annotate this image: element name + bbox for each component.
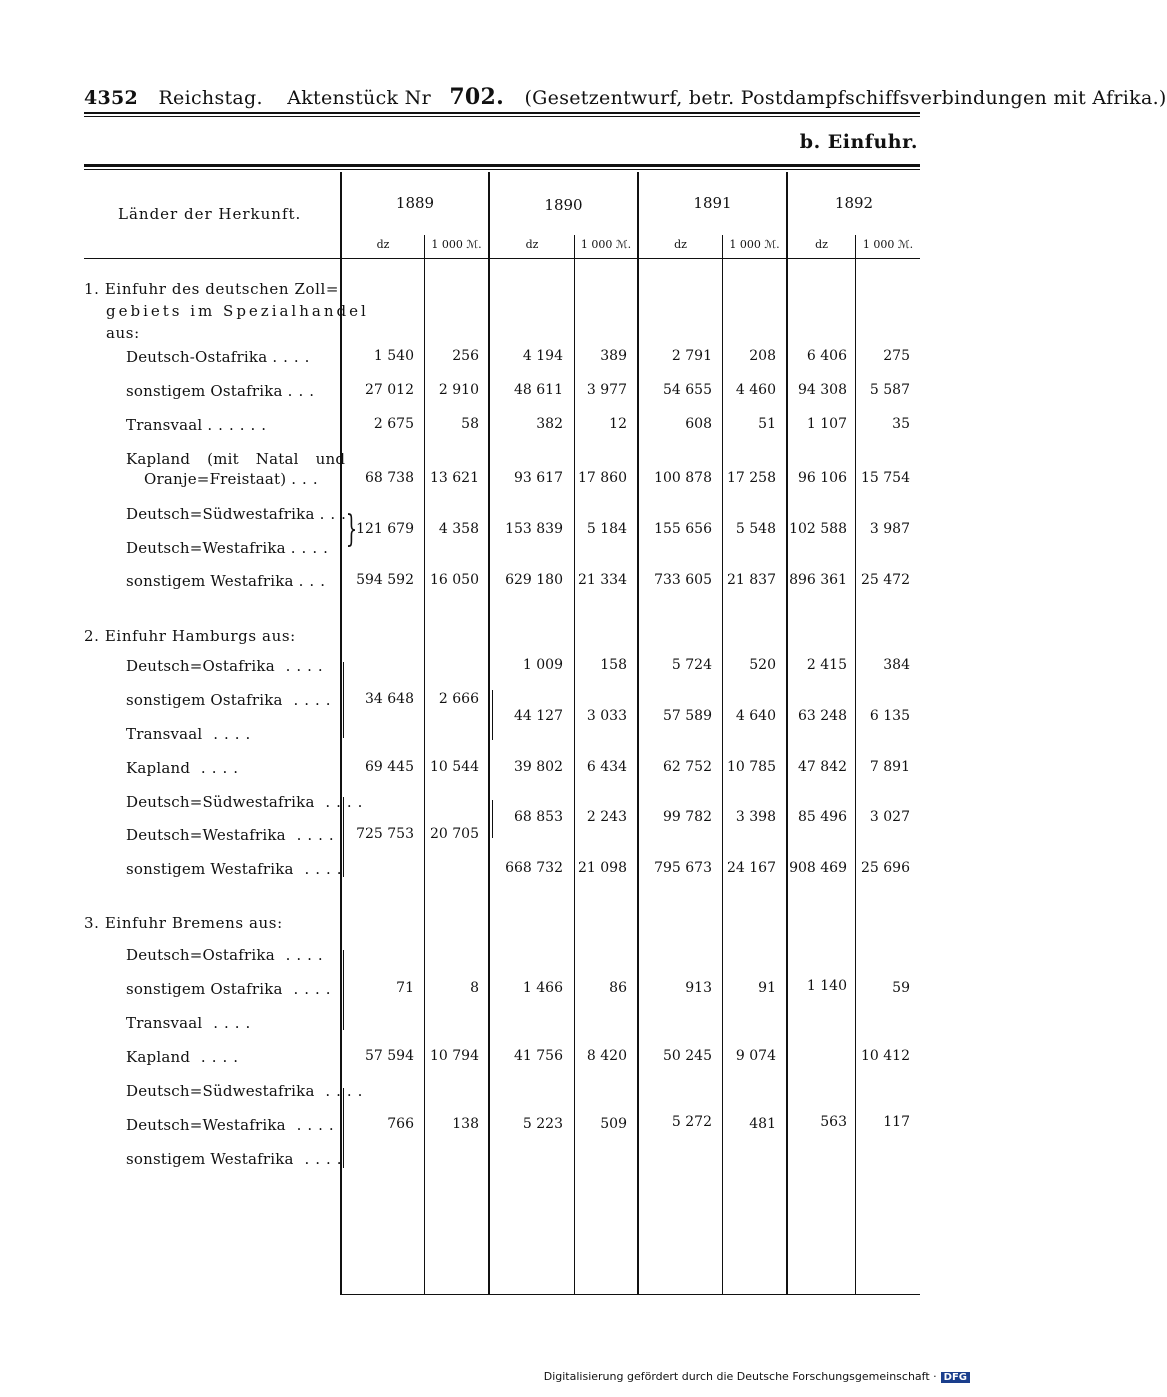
- table-cell: 58: [461, 416, 479, 432]
- table-cell: 69 445: [365, 759, 414, 775]
- table-cell: 41 756: [514, 1048, 563, 1064]
- table-cell: 8: [470, 980, 479, 996]
- table-cell: 100 878: [654, 470, 712, 486]
- row-label: Deutsch=Westafrika ....: [126, 539, 334, 557]
- table-cell: 27 012: [365, 382, 414, 398]
- row-label: Deutsch=Südwestafrika ....: [126, 793, 369, 811]
- unit-dz: dz: [525, 238, 539, 251]
- table-cell: 153 839: [505, 521, 563, 537]
- table-cell: 44 127: [514, 708, 563, 724]
- table-cell: 2 675: [373, 416, 414, 432]
- table-cell: 10 794: [430, 1048, 479, 1064]
- row-label: Deutsch=Ostafrika ....: [126, 657, 329, 675]
- table-cell: 24 167: [727, 860, 776, 876]
- table-cell: 10 544: [430, 759, 479, 775]
- header-subject: (Gesetzentwurf, betr. Postdampfschiffsverbindungen mit Afrika.): [524, 87, 1167, 109]
- col-divider: [786, 172, 788, 1294]
- table-cell: 121 679: [356, 521, 414, 537]
- table-cell: 913: [685, 980, 712, 996]
- table-cell: 1 107: [806, 416, 847, 432]
- table-cell: 94 308: [798, 382, 847, 398]
- table-cell: 4 460: [735, 382, 776, 398]
- table-cell: 6 434: [586, 759, 627, 775]
- row-label: sonstigem Westafrika ...: [126, 572, 331, 590]
- row-label: Deutsch=Westafrika ....: [126, 1116, 340, 1134]
- table-cell: 733 605: [654, 572, 712, 588]
- col-divider: [722, 235, 723, 1294]
- row-label: sonstigem Ostafrika ...: [126, 382, 320, 400]
- col-divider: [424, 235, 425, 1294]
- table-cell: 63 248: [798, 708, 847, 724]
- table-cell: 1 140: [806, 978, 847, 994]
- table-cell: 382: [536, 416, 563, 432]
- table-cell: 208: [749, 348, 776, 364]
- footer-text: Digitalisierung gefördert durch die Deutsche Forschungsgemeinschaft ·: [543, 1370, 937, 1383]
- table-cell: 4 358: [438, 521, 479, 537]
- table-cell: 2 910: [438, 382, 479, 398]
- row-label: Deutsch=Südwestafrika ....: [126, 1082, 369, 1100]
- table-cell: 608: [685, 416, 712, 432]
- col-divider: [574, 235, 575, 1294]
- table-cell: 4 194: [522, 348, 563, 364]
- table-cell: 520: [749, 657, 776, 673]
- group-heading-line: 1. Einfuhr des deutschen Zoll=: [84, 280, 340, 298]
- table-cell: 85 496: [798, 809, 847, 825]
- table-cell: 6 135: [869, 708, 910, 724]
- table-cell: 668 732: [505, 860, 563, 876]
- unit-dz: dz: [815, 238, 828, 251]
- table-cell: 3 033: [586, 708, 627, 724]
- table-cell: 766: [387, 1116, 414, 1132]
- dfg-logo: DFG: [941, 1372, 970, 1383]
- table-cell: 96 106: [798, 470, 847, 486]
- table-cell: 17 258: [727, 470, 776, 486]
- table-cell: 68 738: [365, 470, 414, 486]
- page-number: 4352: [84, 87, 139, 109]
- unit-value: 1 000 ℳ.: [729, 238, 780, 251]
- bracket: [338, 950, 344, 1030]
- table-cell: 896 361: [789, 572, 847, 588]
- table-cell: 93 617: [514, 470, 563, 486]
- table-cell: 47 842: [798, 759, 847, 775]
- table-cell: 563: [820, 1114, 847, 1130]
- table-cell: 6 406: [806, 348, 847, 364]
- table-cell: 68 853: [514, 809, 563, 825]
- table-cell: 57 594: [365, 1048, 414, 1064]
- row-label: Deutsch=Südwestafrika ...: [126, 505, 352, 523]
- row-label: Transvaal ......: [126, 416, 273, 434]
- bracket: [338, 797, 344, 877]
- table-cell: 17 860: [578, 470, 627, 486]
- table-cell: 71: [396, 980, 414, 996]
- table-cell: 117: [883, 1114, 910, 1130]
- row-label: sonstigem Ostafrika ....: [126, 691, 337, 709]
- table-top-rule-thin: [84, 169, 920, 170]
- table-cell: 10 785: [727, 759, 776, 775]
- unit-value: 1 000 ℳ.: [862, 238, 914, 251]
- col-divider: [855, 235, 856, 1294]
- table-cell: 102 588: [789, 521, 847, 537]
- footer: [544, 1370, 970, 1383]
- table-cell: 34 648: [365, 691, 414, 707]
- table-cell: 138: [452, 1116, 479, 1132]
- section-title: b. Einfuhr.: [799, 131, 918, 153]
- table-cell: 481: [749, 1116, 776, 1132]
- table-cell: 3 977: [586, 382, 627, 398]
- table-cell: 2 791: [671, 348, 712, 364]
- bracket: [487, 800, 493, 838]
- table-cell: 54 655: [663, 382, 712, 398]
- table-cell: 155 656: [654, 521, 712, 537]
- table-cell: 3 987: [869, 521, 910, 537]
- table-cell: 51: [758, 416, 776, 432]
- table-cell: 39 802: [514, 759, 563, 775]
- row-label: sonstigem Westafrika ....: [126, 860, 348, 878]
- table-cell: 795 673: [654, 860, 712, 876]
- row-label: Transvaal ....: [126, 1014, 257, 1032]
- row-label: Deutsch=Ostafrika ....: [126, 946, 329, 964]
- table-cell: 86: [609, 980, 627, 996]
- table-bottom-rule: [340, 1294, 920, 1295]
- table-cell: 35: [892, 416, 910, 432]
- year-header: 1890: [544, 196, 583, 214]
- table-cell: 5 548: [735, 521, 776, 537]
- table-cell: 9 074: [735, 1048, 776, 1064]
- table-cell: 509: [600, 1116, 627, 1132]
- table-cell: 21 098: [578, 860, 627, 876]
- table-cell: 158: [600, 657, 627, 673]
- table-cell: 21 837: [727, 572, 776, 588]
- row-label: sonstigem Westafrika ....: [126, 1150, 348, 1168]
- table-cell: 13 621: [430, 470, 479, 486]
- group-heading-line: aus:: [106, 324, 140, 342]
- table-cell: 5 184: [586, 521, 627, 537]
- table-cell: 1 009: [522, 657, 563, 673]
- row-label: Kapland (mit Natal und: [126, 450, 346, 468]
- col-header-countries: Länder der Herkunft.: [118, 205, 302, 223]
- table-cell: 91: [758, 980, 776, 996]
- header-reichstag: Reichstag.: [158, 87, 263, 109]
- row-label: Transvaal ....: [126, 725, 257, 743]
- row-label: Kapland ....: [126, 1048, 244, 1066]
- group-heading-line: gebiets im Spezialhandel: [106, 302, 369, 320]
- table-cell: 16 050: [430, 572, 479, 588]
- table-cell: 5 223: [522, 1116, 563, 1132]
- table-cell: 256: [452, 348, 479, 364]
- table-cell: 2 243: [586, 809, 627, 825]
- bracket: [338, 1088, 344, 1168]
- page-header: [84, 84, 1167, 110]
- header-aktenstueck: Aktenstück Nr: [287, 87, 431, 109]
- table-cell: 275: [883, 348, 910, 364]
- table-cell: 3 027: [869, 809, 910, 825]
- table-cell: 21 334: [578, 572, 627, 588]
- table-cell: 3 398: [735, 809, 776, 825]
- bracket: [487, 690, 493, 740]
- table-cell: 384: [883, 657, 910, 673]
- table-header-rule: [84, 258, 920, 259]
- header-number: 702.: [449, 84, 505, 110]
- group-heading: 3. Einfuhr Bremens aus:: [84, 914, 283, 932]
- table-cell: 594 592: [356, 572, 414, 588]
- unit-value: 1 000 ℳ.: [431, 238, 482, 251]
- col-divider: [637, 172, 639, 1294]
- table-cell: 15 754: [861, 470, 910, 486]
- table-cell: 8 420: [586, 1048, 627, 1064]
- table-cell: 59: [892, 980, 910, 996]
- header-rule-thin: [84, 116, 920, 117]
- table-cell: 25 696: [861, 860, 910, 876]
- year-header: 1889: [395, 194, 435, 212]
- unit-dz: dz: [674, 238, 687, 251]
- year-header: 1891: [693, 194, 732, 212]
- table-cell: 10 412: [861, 1048, 910, 1064]
- table-cell: 2 415: [806, 657, 847, 673]
- table-cell: 389: [600, 348, 627, 364]
- table-cell: 1 466: [522, 980, 563, 996]
- unit-dz: dz: [376, 238, 390, 251]
- row-label: Deutsch=Westafrika ....: [126, 826, 340, 844]
- table-cell: 12: [609, 416, 627, 432]
- table-cell: 725 753: [356, 826, 414, 842]
- bracket: [338, 662, 344, 738]
- table-cell: 1 540: [373, 348, 414, 364]
- table-top-rule: [84, 164, 920, 167]
- unit-value: 1 000 ℳ.: [580, 238, 632, 251]
- year-header: 1892: [834, 194, 874, 212]
- table-cell: 57 589: [663, 708, 712, 724]
- row-label: Oranje=Freistaat) ...: [144, 470, 324, 488]
- table-cell: 5 272: [671, 1114, 712, 1130]
- table-cell: 908 469: [789, 860, 847, 876]
- row-label: sonstigem Ostafrika ....: [126, 980, 337, 998]
- row-label: Deutsch-Ostafrika ....: [126, 348, 316, 366]
- table-cell: 2 666: [438, 691, 479, 707]
- header-rule: [84, 112, 920, 114]
- table-cell: 5 724: [671, 657, 712, 673]
- table-cell: 62 752: [663, 759, 712, 775]
- table-cell: 48 611: [514, 382, 563, 398]
- table-cell: 20 705: [430, 826, 479, 842]
- group-heading: 2. Einfuhr Hamburgs aus:: [84, 627, 296, 645]
- brace: }: [345, 509, 358, 550]
- table-cell: 25 472: [861, 572, 910, 588]
- table-cell: 629 180: [505, 572, 563, 588]
- table-cell: 7 891: [869, 759, 910, 775]
- table-cell: 50 245: [663, 1048, 712, 1064]
- table-cell: 4 640: [735, 708, 776, 724]
- table-cell: 99 782: [663, 809, 712, 825]
- row-label: Kapland ....: [126, 759, 244, 777]
- table-cell: 5 587: [869, 382, 910, 398]
